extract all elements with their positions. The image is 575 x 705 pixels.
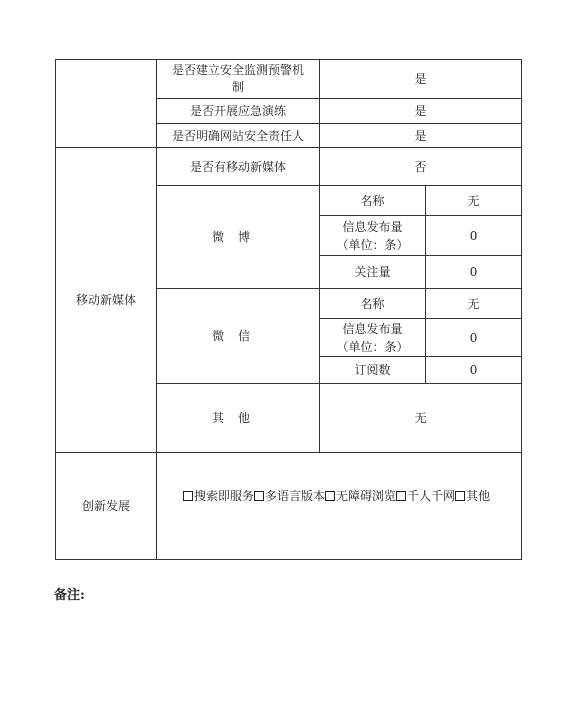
- remark-label: 备注:: [54, 588, 85, 603]
- innovation-option-label: 千人千网: [407, 489, 456, 503]
- innovation-label: 创新发展: [56, 453, 157, 560]
- innovation-option-label: 搜索即服务: [194, 489, 255, 503]
- innovation-option-label: 多语言版本: [265, 489, 326, 503]
- innovation-option-other[interactable]: [455, 489, 490, 503]
- innovation-option-label: 无障碍浏览: [336, 489, 397, 503]
- security-section-cell: [56, 60, 157, 148]
- innovation-option-accessibility[interactable]: [325, 489, 396, 503]
- responsible-label: 是否明确网站安全责任人: [157, 124, 320, 148]
- mobile-has-value: 否: [320, 148, 522, 186]
- wechat-posts-label: [320, 319, 426, 357]
- responsible-value: 是: [320, 124, 522, 148]
- innovation-option-multilingual[interactable]: [254, 489, 325, 503]
- weibo-posts-label-line1: 信息发布量: [342, 219, 403, 234]
- innovation-option-label: 其他: [466, 489, 491, 503]
- innovation-option-search[interactable]: [183, 489, 254, 503]
- weibo-followers-label: 关注量: [320, 256, 426, 289]
- innovation-option-personalized[interactable]: [396, 489, 455, 503]
- monitoring-value: 是: [320, 60, 522, 99]
- weibo-name-value: 无: [426, 186, 522, 216]
- mobile-section-label: 移动新媒体: [56, 148, 157, 453]
- other-label: 其他: [157, 384, 320, 453]
- checkbox-icon[interactable]: [325, 491, 335, 501]
- wechat-label: 微信: [157, 289, 320, 384]
- wechat-subscribers-label: 订阅数: [320, 357, 426, 384]
- wechat-posts-label-line1: 信息发布量: [342, 321, 403, 336]
- other-value: 无: [320, 384, 522, 453]
- wechat-posts-label-line2: （单位：条）: [336, 339, 409, 354]
- drill-value: 是: [320, 99, 522, 124]
- checkbox-icon[interactable]: [183, 491, 193, 501]
- wechat-name-value: 无: [426, 289, 522, 319]
- checkbox-icon[interactable]: [396, 491, 406, 501]
- weibo-posts-value: 0: [426, 216, 522, 256]
- wechat-subscribers-value: 0: [426, 357, 522, 384]
- weibo-label: 微博: [157, 186, 320, 289]
- weibo-followers-value: 0: [426, 256, 522, 289]
- checkbox-icon[interactable]: [254, 491, 264, 501]
- mobile-has-label: 是否有移动新媒体: [157, 148, 320, 186]
- weibo-posts-label-line2: （单位：条）: [336, 237, 409, 252]
- weibo-posts-label: [320, 216, 426, 256]
- wechat-name-label: 名称: [320, 289, 426, 319]
- drill-label: 是否开展应急演练: [157, 99, 320, 124]
- innovation-options: [157, 453, 522, 560]
- checkbox-icon[interactable]: [455, 491, 465, 501]
- weibo-name-label: 名称: [320, 186, 426, 216]
- report-table: [55, 59, 522, 560]
- wechat-posts-value: 0: [426, 319, 522, 357]
- monitoring-label: 是否建立安全监测预警机制: [157, 60, 320, 99]
